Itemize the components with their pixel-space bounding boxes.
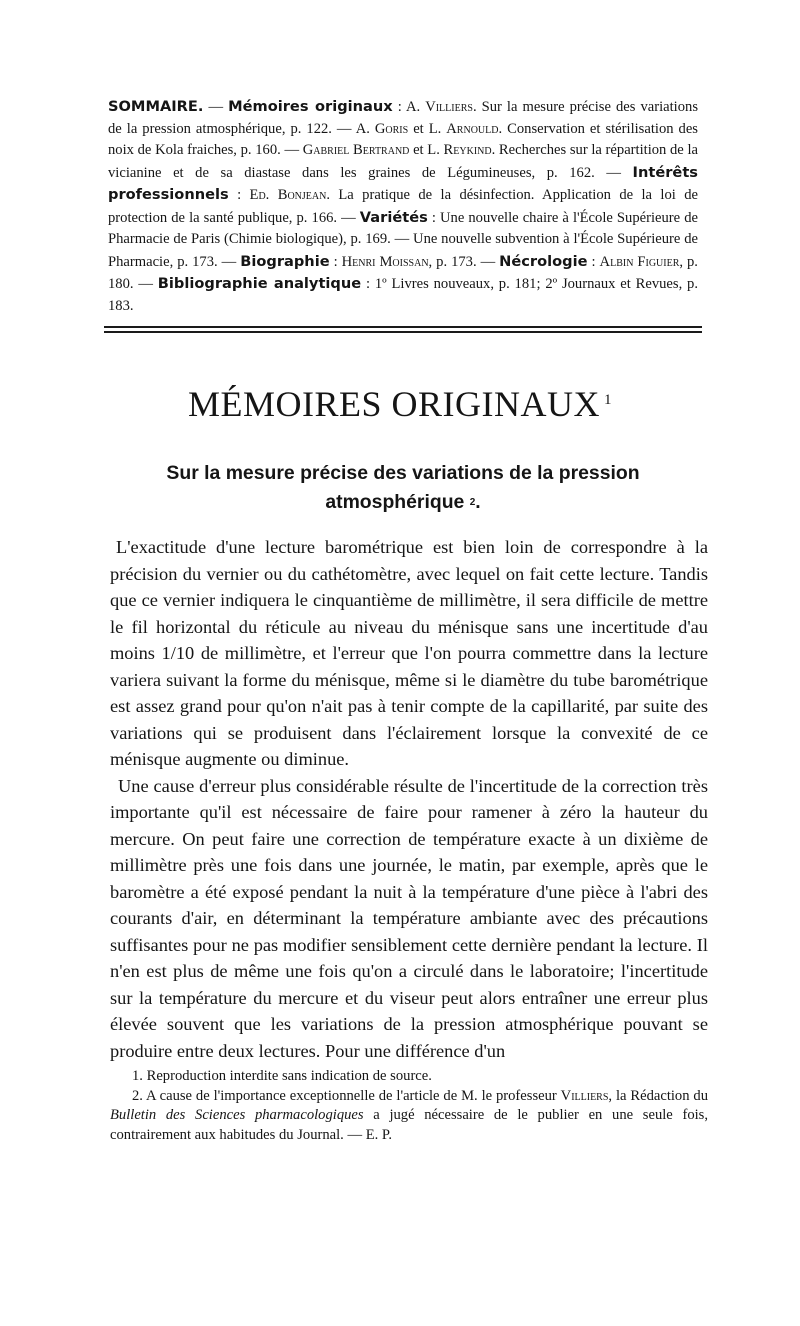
summary-section-interets: Intérêts professionnels — [108, 163, 698, 203]
author-goris: Goris — [374, 120, 409, 137]
body-paragraph: Une cause d'erreur plus considérable résulte de l'incertitude de la correction très importante qu'il est nécessaire de faire pour ramener à zéro la hauteur du mercure. On peut faire une correction de température exacte à un dixième de millimètre près une fois dans une journée, le matin, par exemple, après que le baromètre a été exposé pendant la nuit à la température d'une pièce à l'abri des courants d'air, en déterminant la température ambiante avec des précautions suffisantes pour ne pas modifier sensiblement cette dernière pendant la lecture. Il n'en est plus de même une fois qu'on a circulé dans le laboratoire; l'incertitude sur la température du mercure et du viseur peut alors entraîner une erreur plus élevée souvent que les variations de la pression atmosphérique pouvant se produire entre deux lectures. Pour une différence d'un — [110, 775, 708, 1061]
body-paragraph: L'exactitude d'une lecture barométrique est bien loin de correspondre à la précision du vernier ou du cathétomètre, avec lequel on fait cette lecture. Tandis que ce vernier indiquera le cinquantième de millimètre, il sera difficile de mettre le fil horizontal du réticule au niveau du ménisque sans une incertitude d'au moins 1/10 de millimètre, et l'erreur que l'on pourra commettre dans la lecture variera suivant la forme du ménisque, même si le diamètre du tube barométrique est assez grand pour qu'on n'ait pas à tenir compte de la capillarité, par suite des variations qui se produisent dans l'éclairement lorsque la convexité de ce ménisque augmente ou diminue. — [110, 537, 708, 769]
footnotes — [110, 1067, 708, 1145]
footnote-journal: Bulletin des Sciences pharmacologiques — [110, 1107, 364, 1123]
footnote-2: 2. A cause de l'importance exceptionnelle de l'article de M. le professeur Villiers, la Rédaction du Bulletin des Sciences pharmacologiques a jugé nécessaire de le publier en une seule fois, contrairement aux habitudes du Journal. — E. P. — [110, 1087, 709, 1143]
author-bertrand: Gabriel Bertrand — [302, 142, 410, 158]
summary-lead: SOMMAIRE. — [108, 98, 204, 115]
summary-section-memoires: Mémoires originaux — [228, 98, 393, 115]
summary-section-biographie: Biographie — [240, 252, 330, 270]
footnote-1: 1. Reproduction interdite sans indication de source. — [132, 1068, 432, 1084]
footnote-author: Villiers — [560, 1087, 609, 1104]
summary-section-bibliographie: Bibliographie analytique — [157, 275, 362, 292]
author-arnould: Arnould — [446, 120, 499, 137]
author-reyking: Reykind — [443, 142, 492, 158]
author-bonjean: Ed. Bonjean — [249, 187, 327, 203]
summary-block: SOMMAIRE. — Mémoires originaux : A. Villiers. Sur la mesure précise des variations de la pression atmosphérique, p. 122. — A. Goris et L. Arnould. Conservation et stérilisation des noix de Kola fraiches, p. 160. — Gabriel Bertrand et L. Reykind. Recherches sur la répartition de la vicianine et de sa diastase dans les graines de Légumineuses, p. 162. — Intérêts professionnels : Ed. Bonjean. La pratique de la désinfection. Application de la loi de protection de la santé publique, p. 166. — Variétés : Une nouvelle chaire à l'École Supérieure de Pharmacie de Paris (Chimie biologique), p. 169. — Une nouvelle subvention à l'École Supérieure de Pharmacie, p. 173. — Biographie : Henri Moissan, p. 173. — Nécrologie : Albin Figuier, p. 180. — Bibliographie analytique : 1º Livres nouveaux, p. 181; 2º Journaux et Revues, p. 183. — [108, 98, 698, 314]
author-villiers: Villiers — [425, 99, 473, 115]
summary-section-necrologie: Nécrologie — [499, 252, 588, 270]
author-moissan: Henri Moissan — [341, 253, 429, 270]
author-figuier: Albin Figuier — [599, 253, 680, 270]
article-title: Sur la mesure précise des variations de la pression atmosphérique $^2$. — [166, 462, 640, 513]
heading-footnote-mark: 1 — [604, 392, 612, 408]
section-heading: MÉMOIRES ORIGINAUX $^1$ — [188, 384, 612, 424]
article-body — [110, 534, 708, 1064]
double-rule-top — [104, 326, 702, 328]
title-footnote-mark: 2 — [469, 497, 476, 508]
double-rule-bottom — [104, 331, 702, 333]
summary-section-varietes: Variétés — [359, 208, 428, 226]
